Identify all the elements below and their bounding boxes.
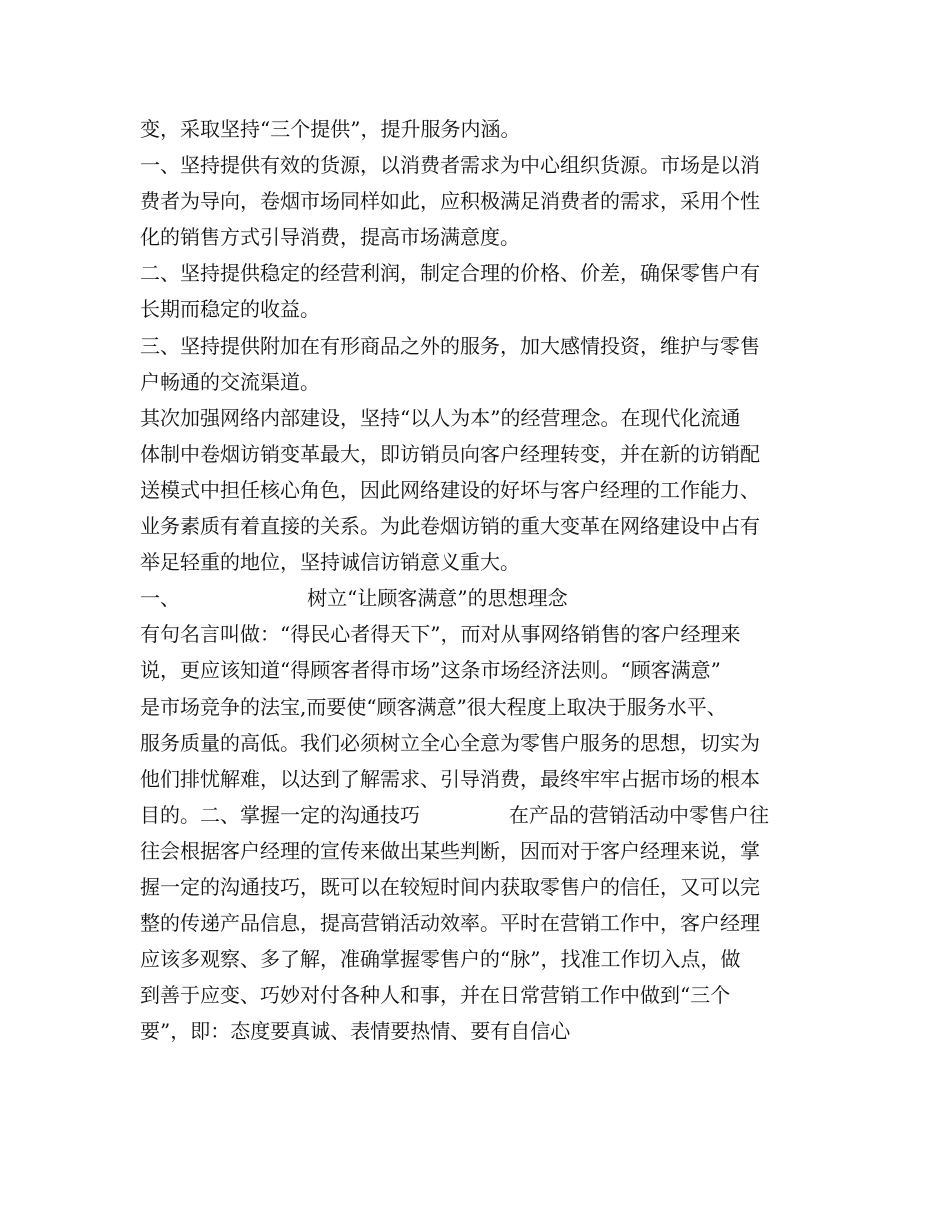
text-line: 是市场竞争的法宝,而要使“顾客满意”很大程度上取决于服务水平、 xyxy=(140,694,727,719)
text-line: 服务质量的高低。我们必须树立全心全意为零售户服务的思想，切实为 xyxy=(140,730,760,755)
text-line: 三、坚持提供附加在有形商品之外的服务，加大感情投资，维护与零售 xyxy=(140,333,760,358)
text-line: 变，采取坚持“三个提供”，提升服务内涵。 xyxy=(140,117,521,141)
text-line: 应该多观察、多了解，准确掌握零售户的“脉”，找准工作切入点，做 xyxy=(140,947,741,972)
text-line: 业务素质有着直接的关系。为此卷烟访销的重大变革在网络建设中占有 xyxy=(140,514,760,539)
text-line: 费者为导向，卷烟市场同样如此，应积极满足消费者的需求，采用个性 xyxy=(140,189,760,214)
text-line: 二、坚持提供稳定的经营利润，制定合理的价格、价差，确保零售户有 xyxy=(140,261,760,286)
section-heading: 一、 树立“让顾客满意”的思想理念 xyxy=(140,586,568,611)
text-line: 长期而稳定的收益。 xyxy=(140,297,320,322)
body-text xyxy=(140,111,820,1049)
text-line: 握一定的沟通技巧，既可以在较短时间内获取零售户的信任，又可以完 xyxy=(140,874,760,899)
text-line: 其次加强网络内部建设，坚持“以人为本”的经营理念。在现代化流通 xyxy=(140,405,741,430)
text-line: 一、坚持提供有效的货源，以消费者需求为中心组织货源。市场是以消 xyxy=(140,153,760,178)
text-line: 送模式中担任核心角色，因此网络建设的好坏与客户经理的工作能力、 xyxy=(140,477,760,502)
text-line: 整的传递产品信息，提高营销活动效率。平时在营销工作中，客户经理 xyxy=(140,911,760,936)
text-line: 有句名言叫做：“得民心者得天下”，而对从事网络销售的客户经理来 xyxy=(140,622,741,647)
text-line: 户畅通的交流渠道。 xyxy=(140,369,320,394)
text-line: 要”，即：态度要真诚、表情要热情、要有自信心 xyxy=(140,1019,571,1044)
text-line: 目的。二、掌握一定的沟通技巧 在产品的营销活动中零售户往 xyxy=(140,802,770,827)
text-line: 举足轻重的地位，坚持诚信访销意义重大。 xyxy=(140,550,520,575)
text-line: 体制中卷烟访销变革最大，即访销员向客户经理转变，并在新的访销配 xyxy=(140,441,760,466)
text-line: 到善于应变、巧妙对付各种人和事，并在日常营销工作中做到“三个 xyxy=(140,983,731,1008)
text-line: 往会根据客户经理的宣传来做出某些判断，因而对于客户经理来说，掌 xyxy=(140,838,760,863)
text-line: 化的销售方式引导消费，提高市场满意度。 xyxy=(140,225,520,250)
text-line: 他们排忧解难，以达到了解需求、引导消费，最终牢牢占据市场的根本 xyxy=(140,766,760,791)
text-line: 说，更应该知道“得顾客者得市场”这条市场经济法则。“顾客满意” xyxy=(140,658,721,683)
